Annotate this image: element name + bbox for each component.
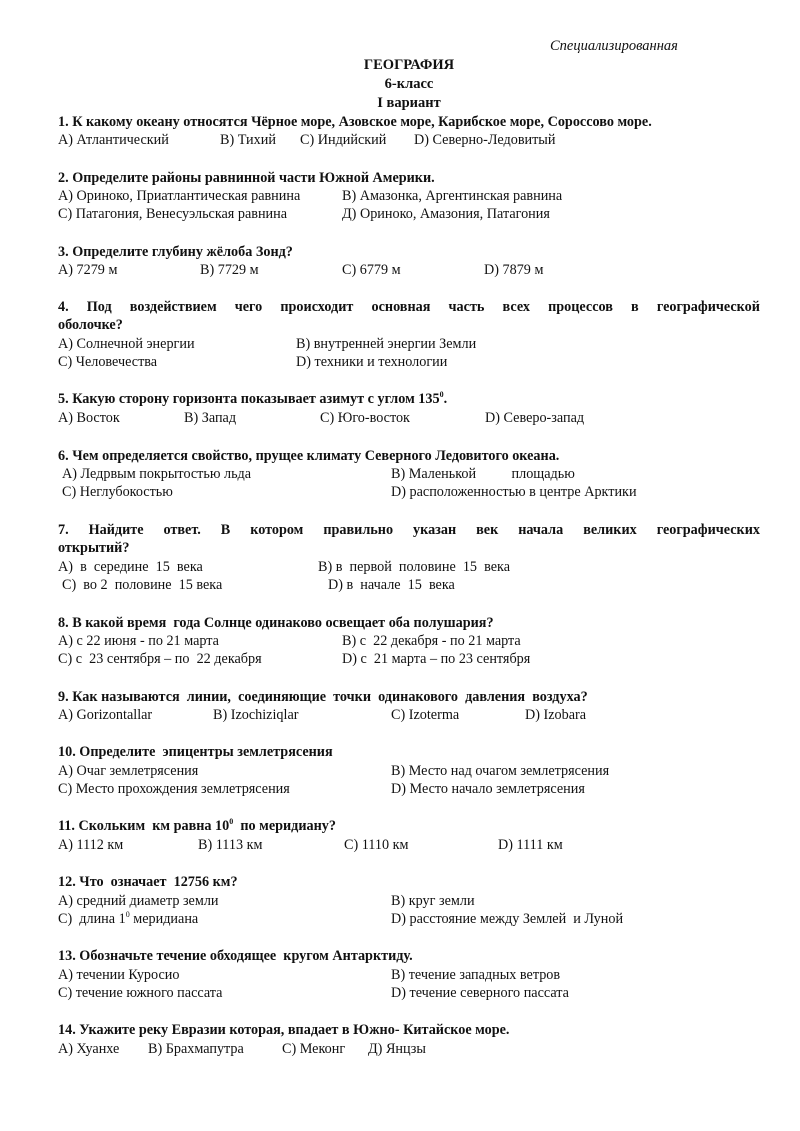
q11-option-d: D) 1111 км [498, 837, 563, 853]
q7-word: Найдите [88, 522, 144, 538]
q7-word: ответ. [163, 522, 201, 538]
q7-word: котором [250, 522, 304, 538]
q6-option-d: D) расположенностью в центре Арктики [391, 484, 637, 500]
subject-title: ГЕОГРАФИЯ [363, 57, 455, 73]
q4-option-b: В) внутренней энергии Земли [296, 336, 477, 352]
question-14: 14. Укажите реку Евразии которая, впадает в Южно- Китайское море. [58, 1022, 510, 1038]
q7-word: В [220, 522, 231, 538]
q4-word: часть [448, 299, 485, 315]
variant-title: I вариант [377, 95, 441, 111]
grade-title: 6-класс [384, 76, 434, 92]
q10-option-a: А) Очаг землетрясения [58, 763, 199, 779]
q4-word: воздействием [129, 299, 217, 315]
q5-tail: . [443, 391, 448, 407]
q7-option-b: В) в первой половине 15 века [318, 559, 511, 575]
q4-option-a: А) Солнечной энергии [58, 336, 195, 352]
q4-word: географической [656, 299, 760, 315]
q2-option-b: В) Амазонка, Аргентинская равнина [342, 188, 563, 204]
question-5 [58, 391, 760, 408]
q7-word: великих [583, 522, 637, 538]
q2-option-d: Д) Ориноко, Амазония, Патагония [342, 206, 550, 222]
q2-option-c: С) Патагония, Венесуэльская равнина [58, 206, 288, 222]
q13-option-a: А) течении Куросио [58, 967, 180, 983]
document-type-label: Специализированная [550, 38, 678, 54]
q13-option-d: D) течение северного пассата [391, 985, 569, 1001]
q6-option-b: В) Маленькой площадью [391, 466, 575, 482]
q12-option-c [58, 911, 198, 928]
q12-option-c-text: С) длина 1 [58, 911, 126, 927]
q5-text: 5. Какую сторону горизонта показывает азимут с углом 135 [58, 391, 440, 407]
q13-option-c: С) течение южного пассата [58, 985, 223, 1001]
q9-option-b: B) Izochiziqlar [213, 707, 299, 723]
q3-option-b: В) 7729 м [200, 262, 259, 278]
q14-option-b: В) Брахмапутра [148, 1041, 244, 1057]
question-4 [58, 299, 760, 316]
q7-option-d: D) в начале 15 века [328, 577, 455, 593]
q8-option-c: С) с 23 сентября – по 22 декабря [58, 651, 262, 667]
question-7-line-2: открытий? [58, 540, 130, 556]
q1-option-c: С) Индийский [300, 132, 387, 148]
q12-option-c-tail: меридиана [129, 911, 199, 927]
q12-option-b: В) круг земли [391, 893, 475, 909]
question-2: 2. Определите районы равнинной части Южной Америки. [58, 170, 435, 186]
q4-word: чего [234, 299, 263, 315]
q4-word: всех [502, 299, 530, 315]
question-6: 6. Чем определяется свойство, прущее климату Северного Ледовитого океана. [58, 448, 560, 464]
q3-option-c: С) 6779 м [342, 262, 401, 278]
q11-text: 11. Скольким км равна 10 [58, 818, 230, 834]
q4-word: основная [371, 299, 431, 315]
q11-option-a: А) 1112 км [58, 837, 124, 853]
q7-option-c: С) во 2 половине 15 века [62, 577, 223, 593]
q4-word: в [631, 299, 639, 315]
question-8: 8. В какой время года Солнце одинаково освещает оба полушария? [58, 615, 494, 631]
q1-option-d: D) Северно-Ледовитый [414, 132, 556, 148]
q6-option-a: А) Ледрвым покрытостью льда [62, 466, 252, 482]
q4-word: процессов [548, 299, 613, 315]
q10-option-b: В) Место над очагом землетрясения [391, 763, 610, 779]
q5-option-d: D) Северо-запад [485, 410, 585, 426]
degree-superscript: 0 [229, 817, 234, 826]
q13-option-b: В) течение западных ветров [391, 967, 561, 983]
q11-option-b: В) 1113 км [198, 837, 263, 853]
question-4-line-2: оболочке? [58, 317, 123, 333]
q11-tail: по меридиану? [233, 818, 336, 834]
q14-option-a: А) Хуанхе [58, 1041, 120, 1057]
question-11 [58, 818, 760, 835]
q3-option-a: А) 7279 м [58, 262, 118, 278]
degree-superscript: 0 [125, 910, 130, 919]
question-9: 9. Как называются линии, соединяющие точки одинакового давления воздуха? [58, 689, 588, 705]
q14-option-d: Д) Янцзы [368, 1041, 426, 1057]
q12-option-d: D) расстояние между Землей и Луной [391, 911, 624, 927]
degree-superscript: 0 [439, 390, 444, 399]
q12-option-a: А) средний диаметр земли [58, 893, 219, 909]
q10-option-d: D) Место начало землетрясения [391, 781, 585, 797]
q5-option-a: А) Восток [58, 410, 120, 426]
q8-option-a: А) с 22 июня - по 21 марта [58, 633, 219, 649]
q1-option-a: А) Атлантический [58, 132, 169, 148]
q8-option-d: D) с 21 марта – по 23 сентября [342, 651, 531, 667]
q9-option-d: D) Izobara [525, 707, 587, 723]
q1-option-b: В) Тихий [220, 132, 276, 148]
q7-word: географических [656, 522, 760, 538]
q10-option-c: С) Место прохождения землетрясения [58, 781, 290, 797]
q7-word: век [476, 522, 499, 538]
q7-word: 7. [58, 522, 69, 538]
q6-option-c: С) Неглубокостью [62, 484, 173, 500]
q4-word: Под [86, 299, 112, 315]
q7-option-a: А) в середине 15 века [58, 559, 203, 575]
q8-option-b: В) с 22 декабря - по 21 марта [342, 633, 521, 649]
question-10: 10. Определите эпицентры землетрясения [58, 744, 333, 760]
q4-option-c: С) Человечества [58, 354, 158, 370]
question-12: 12. Что означает 12756 км? [58, 874, 238, 890]
q9-option-c: C) Izoterma [391, 707, 460, 723]
q5-option-b: В) Запад [184, 410, 237, 426]
q7-word: указан [413, 522, 457, 538]
q7-word: начала [518, 522, 564, 538]
q5-option-c: С) Юго-восток [320, 410, 410, 426]
q14-option-c: С) Меконг [282, 1041, 346, 1057]
q11-option-c: С) 1110 км [344, 837, 409, 853]
question-1: 1. К какому океану относятся Чёрное море, Азовское море, Карибское море, Сороссово море. [58, 114, 652, 130]
question-3: 3. Определите глубину жёлоба Зонд? [58, 244, 293, 260]
q9-option-a: A) Gorizontallar [58, 707, 153, 723]
q4-option-d: D) техники и технологии [296, 354, 448, 370]
q4-word: происходит [280, 299, 354, 315]
question-13: 13. Обозначьте течение обходящее кругом Антарктиду. [58, 948, 413, 964]
q7-word: правильно [323, 522, 394, 538]
q3-option-d: D) 7879 м [484, 262, 544, 278]
q4-word: 4. [58, 299, 69, 315]
question-7 [58, 522, 760, 539]
q2-option-a: А) Ориноко, Приатлантическая равнина [58, 188, 301, 204]
